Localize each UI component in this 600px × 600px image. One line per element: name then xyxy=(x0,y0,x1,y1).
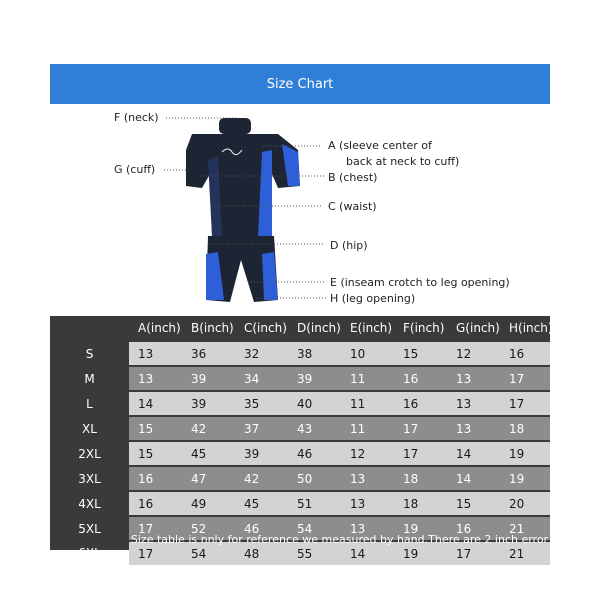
size-label: 4XL xyxy=(78,496,101,511)
table-cell: 39 xyxy=(182,366,235,391)
size-chart-banner xyxy=(50,64,550,104)
table-cell: 35 xyxy=(235,391,288,416)
table-cell: 19 xyxy=(394,541,447,565)
table-cell: 49 xyxy=(182,491,235,516)
table-cell: 19 xyxy=(394,516,447,541)
table-cell: 43 xyxy=(288,416,341,441)
table-cell: 21 xyxy=(500,516,550,541)
column-header: D(inch) xyxy=(297,321,341,335)
table-cell: 18 xyxy=(394,466,447,491)
label-d-hip: D (hip) xyxy=(330,239,368,252)
table-cell: 13 xyxy=(129,366,182,391)
table-row xyxy=(50,416,550,441)
table-cell: 18 xyxy=(394,491,447,516)
table-cell: 16 xyxy=(394,366,447,391)
table-cell: 16 xyxy=(394,391,447,416)
size-label: 5XL xyxy=(78,521,101,536)
table-cell: 10 xyxy=(341,341,394,366)
table-cell: 12 xyxy=(447,341,500,366)
table-cell: 13 xyxy=(129,341,182,366)
table-cell: 14 xyxy=(447,466,500,491)
size-label: 6XL xyxy=(78,546,101,560)
size-label: 3XL xyxy=(78,471,101,486)
table-cell: 46 xyxy=(235,516,288,541)
size-label: L xyxy=(86,396,93,411)
label-e-inseam: E (inseam crotch to leg opening) xyxy=(330,276,510,289)
size-label: XL xyxy=(82,421,97,436)
table-cell: 42 xyxy=(182,416,235,441)
table-cell: 11 xyxy=(341,391,394,416)
size-label: M xyxy=(84,371,95,386)
size-label: 2XL xyxy=(78,446,101,461)
table-cell: 32 xyxy=(235,341,288,366)
table-cell: 39 xyxy=(235,441,288,466)
table-cell: 18 xyxy=(500,416,550,441)
label-b-chest: B (chest) xyxy=(328,171,378,184)
table-cell: 16 xyxy=(129,491,182,516)
label-a-sleeve-2: back at neck to cuff) xyxy=(346,155,460,168)
table-row xyxy=(50,366,550,391)
table-cell: 42 xyxy=(235,466,288,491)
table-cell: 52 xyxy=(182,516,235,541)
table-cell: 14 xyxy=(129,391,182,416)
table-cell: 15 xyxy=(394,341,447,366)
wetsuit-figure xyxy=(186,118,300,302)
table-cell: 38 xyxy=(288,341,341,366)
table-cell: 17 xyxy=(129,541,182,565)
table-row xyxy=(50,491,550,516)
table-cell: 55 xyxy=(288,541,341,565)
wetsuit-diagram xyxy=(0,104,600,316)
label-a-sleeve-1: A (sleeve center of xyxy=(328,139,432,152)
table-row xyxy=(50,341,550,366)
column-header: B(inch) xyxy=(191,321,234,335)
column-header: G(inch) xyxy=(456,321,500,335)
table-row xyxy=(50,466,550,491)
table-cell: 15 xyxy=(447,491,500,516)
column-header: H(inch) xyxy=(509,321,553,335)
table-cell: 37 xyxy=(235,416,288,441)
table-cell: 54 xyxy=(288,516,341,541)
table-cell: 13 xyxy=(447,366,500,391)
table-cell: 20 xyxy=(500,491,550,516)
table-cell: 39 xyxy=(182,391,235,416)
table-row xyxy=(50,391,550,416)
table-cell: 13 xyxy=(341,466,394,491)
table-cell: 11 xyxy=(341,416,394,441)
table-cell: 34 xyxy=(235,366,288,391)
table-cell: 45 xyxy=(235,491,288,516)
table-cell: 13 xyxy=(447,391,500,416)
table-cell: 16 xyxy=(447,516,500,541)
table-cell: 15 xyxy=(129,441,182,466)
table-cell: 15 xyxy=(129,416,182,441)
table-cell: 39 xyxy=(288,366,341,391)
table-cell: 16 xyxy=(129,466,182,491)
table-cell: 17 xyxy=(500,391,550,416)
table-row xyxy=(50,441,550,466)
column-header: E(inch) xyxy=(350,321,393,335)
table-corner xyxy=(50,316,129,341)
table-cell: 12 xyxy=(341,441,394,466)
table-cell: 54 xyxy=(182,541,235,565)
column-header: A(inch) xyxy=(138,321,181,335)
table-cell: 47 xyxy=(182,466,235,491)
wetsuit-illustration xyxy=(0,104,600,316)
label-h-leg-opening: H (leg opening) xyxy=(330,292,416,305)
size-label: S xyxy=(85,346,94,361)
label-g-cuff: G (cuff) xyxy=(114,163,156,176)
table-cell: 50 xyxy=(288,466,341,491)
table-cell: 14 xyxy=(447,441,500,466)
table-cell: 36 xyxy=(182,341,235,366)
table-cell: 14 xyxy=(341,541,394,565)
label-f-neck: F (neck) xyxy=(114,111,159,124)
table-cell: 21 xyxy=(500,541,550,565)
table-cell: 40 xyxy=(288,391,341,416)
table-cell: 51 xyxy=(288,491,341,516)
table-cell: 19 xyxy=(500,441,550,466)
table-cell: 46 xyxy=(288,441,341,466)
column-header: F(inch) xyxy=(403,321,445,335)
table-cell: 17 xyxy=(500,366,550,391)
table-cell: 17 xyxy=(447,541,500,565)
label-c-waist: C (waist) xyxy=(328,200,377,213)
table-cell: 13 xyxy=(447,416,500,441)
measurement-note: Size table is nnly for reference we measured by hand.There are 2 inch error xyxy=(130,532,549,546)
page-title: Size Chart xyxy=(266,76,334,92)
table-cell: 13 xyxy=(341,516,394,541)
table-cell: 45 xyxy=(182,441,235,466)
size-table xyxy=(50,316,553,561)
column-header: C(inch) xyxy=(244,321,287,335)
table-cell: 11 xyxy=(341,366,394,391)
table-cell: 17 xyxy=(394,416,447,441)
table-cell: 17 xyxy=(394,441,447,466)
table-cell: 13 xyxy=(341,491,394,516)
table-cell: 48 xyxy=(235,541,288,565)
table-header-row xyxy=(50,316,550,341)
table-cell: 19 xyxy=(500,466,550,491)
table-cell: 16 xyxy=(500,341,550,366)
table-cell: 17 xyxy=(129,516,182,541)
